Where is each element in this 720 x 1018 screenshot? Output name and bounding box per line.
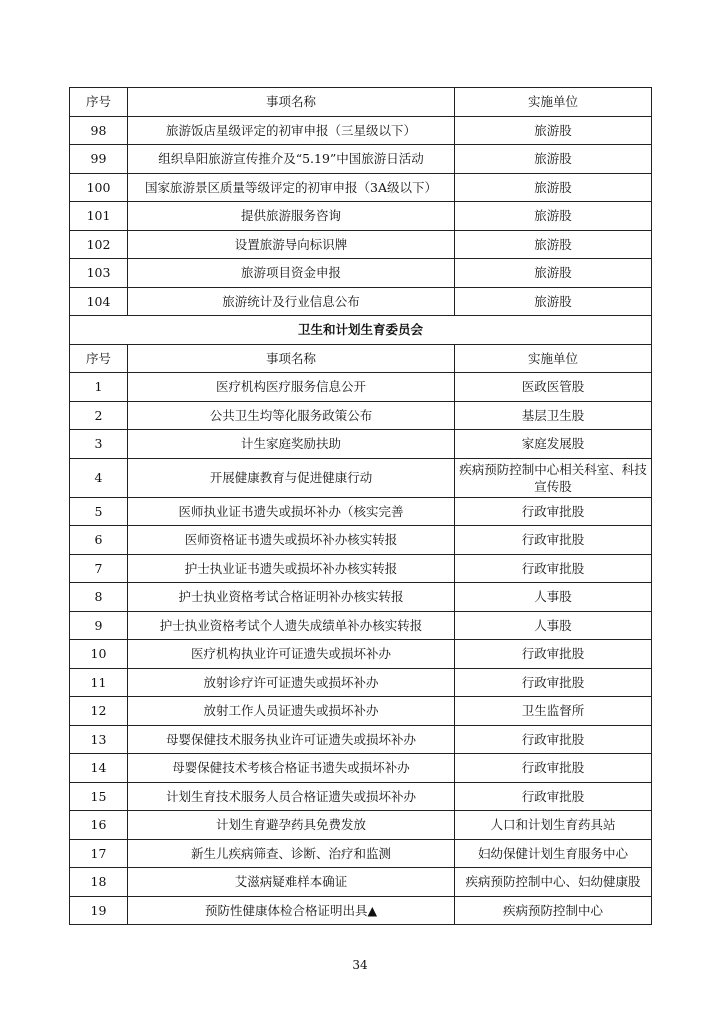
row-unit: 旅游股 [455,145,652,174]
row-no: 102 [70,230,128,259]
row-item: 护士执业证书遗失或损坏补办核实转报 [128,554,455,583]
table-row [70,430,652,459]
table-row [70,782,652,811]
table-row [70,497,652,526]
row-no: 99 [70,145,128,174]
services-table-body [70,88,652,925]
row-no: 11 [70,668,128,697]
table-row [70,754,652,783]
row-no: 4 [70,458,128,497]
table-row [70,458,652,497]
row-no: 16 [70,811,128,840]
row-no: 10 [70,640,128,669]
table-row [70,259,652,288]
row-unit: 卫生监督所 [455,697,652,726]
row-item: 旅游统计及行业信息公布 [128,287,455,316]
row-unit: 医政医管股 [455,373,652,402]
row-unit: 行政审批股 [455,554,652,583]
table-row [70,554,652,583]
row-unit: 疾病预防控制中心相关科室、科技宣传股 [455,458,652,497]
table-row [70,145,652,174]
row-item: 医疗机构医疗服务信息公开 [128,373,455,402]
table-row [70,668,652,697]
row-unit: 人事股 [455,583,652,612]
row-no: 6 [70,526,128,555]
row-no: 98 [70,116,128,145]
row-no: 101 [70,202,128,231]
row-unit: 疾病预防控制中心、妇幼健康股 [455,868,652,897]
row-no: 7 [70,554,128,583]
row-unit: 旅游股 [455,173,652,202]
table-row [70,697,652,726]
row-unit: 家庭发展股 [455,430,652,459]
table-row [70,640,652,669]
row-no: 19 [70,896,128,925]
table-row [70,287,652,316]
column-header-unit: 实施单位 [455,88,652,117]
row-no: 13 [70,725,128,754]
page-number: 34 [352,958,368,972]
table-row [70,725,652,754]
row-unit: 旅游股 [455,287,652,316]
column-header-no: 序号 [70,88,128,117]
row-item: 计生家庭奖励扶助 [128,430,455,459]
table-row [70,868,652,897]
row-item: 艾滋病疑难样本确证 [128,868,455,897]
row-no: 9 [70,611,128,640]
row-no: 2 [70,401,128,430]
table-row [70,583,652,612]
services-table [69,87,652,925]
row-item: 母婴保健技术考核合格证书遗失或损坏补办 [128,754,455,783]
row-item: 母婴保健技术服务执业许可证遗失或损坏补办 [128,725,455,754]
row-unit: 行政审批股 [455,782,652,811]
table-row [70,839,652,868]
table-header-row [70,88,652,117]
row-no: 103 [70,259,128,288]
table-row [70,401,652,430]
row-item: 放射诊疗许可证遗失或损坏补办 [128,668,455,697]
table-row [70,811,652,840]
row-item: 计划生育避孕药具免费发放 [128,811,455,840]
table-row [70,230,652,259]
row-unit: 旅游股 [455,116,652,145]
row-item: 护士执业资格考试合格证明补办核实转报 [128,583,455,612]
row-unit: 旅游股 [455,230,652,259]
row-unit: 旅游股 [455,202,652,231]
row-no: 104 [70,287,128,316]
row-unit: 疾病预防控制中心 [455,896,652,925]
row-no: 17 [70,839,128,868]
row-unit: 行政审批股 [455,668,652,697]
row-item: 医疗机构执业许可证遗失或损坏补办 [128,640,455,669]
row-no: 14 [70,754,128,783]
row-unit: 行政审批股 [455,526,652,555]
column-header-item: 事项名称 [128,88,455,117]
table-row [70,611,652,640]
row-unit: 行政审批股 [455,640,652,669]
row-no: 1 [70,373,128,402]
row-item: 预防性健康体检合格证明出具▲ [128,896,455,925]
row-no: 8 [70,583,128,612]
table-row [70,896,652,925]
row-item: 医师执业证书遗失或损坏补办（核实完善 [128,497,455,526]
table-row [70,373,652,402]
row-item: 计划生育技术服务人员合格证遗失或损坏补办 [128,782,455,811]
row-item: 公共卫生均等化服务政策公布 [128,401,455,430]
row-item: 设置旅游导向标识牌 [128,230,455,259]
row-unit: 妇幼保健计划生育服务中心 [455,839,652,868]
row-item: 开展健康教育与促进健康行动 [128,458,455,497]
table-header-row [70,344,652,373]
row-item: 国家旅游景区质量等级评定的初审申报（3A级以下） [128,173,455,202]
row-unit: 行政审批股 [455,754,652,783]
table-row [70,202,652,231]
section-title: 卫生和计划生育委员会 [70,316,652,345]
row-no: 15 [70,782,128,811]
row-no: 12 [70,697,128,726]
row-unit: 行政审批股 [455,725,652,754]
section-title-row [70,316,652,345]
table-row [70,116,652,145]
row-item: 护士执业资格考试个人遗失成绩单补办核实转报 [128,611,455,640]
row-no: 18 [70,868,128,897]
table-row [70,526,652,555]
row-item: 旅游项目资金申报 [128,259,455,288]
row-unit: 基层卫生股 [455,401,652,430]
row-item: 医师资格证书遗失或损坏补办核实转报 [128,526,455,555]
row-item: 旅游饭店星级评定的初审申报（三星级以下） [128,116,455,145]
row-unit: 人口和计划生育药具站 [455,811,652,840]
row-item: 新生儿疾病筛查、诊断、治疗和监测 [128,839,455,868]
column-header-no: 序号 [70,344,128,373]
row-unit: 行政审批股 [455,497,652,526]
column-header-item: 事项名称 [128,344,455,373]
row-item: 放射工作人员证遗失或损坏补办 [128,697,455,726]
row-no: 5 [70,497,128,526]
row-unit: 人事股 [455,611,652,640]
row-no: 3 [70,430,128,459]
table-row [70,173,652,202]
row-item: 组织阜阳旅游宣传推介及“5.19”中国旅游日活动 [128,145,455,174]
row-unit: 旅游股 [455,259,652,288]
row-no: 100 [70,173,128,202]
row-item: 提供旅游服务咨询 [128,202,455,231]
column-header-unit: 实施单位 [455,344,652,373]
